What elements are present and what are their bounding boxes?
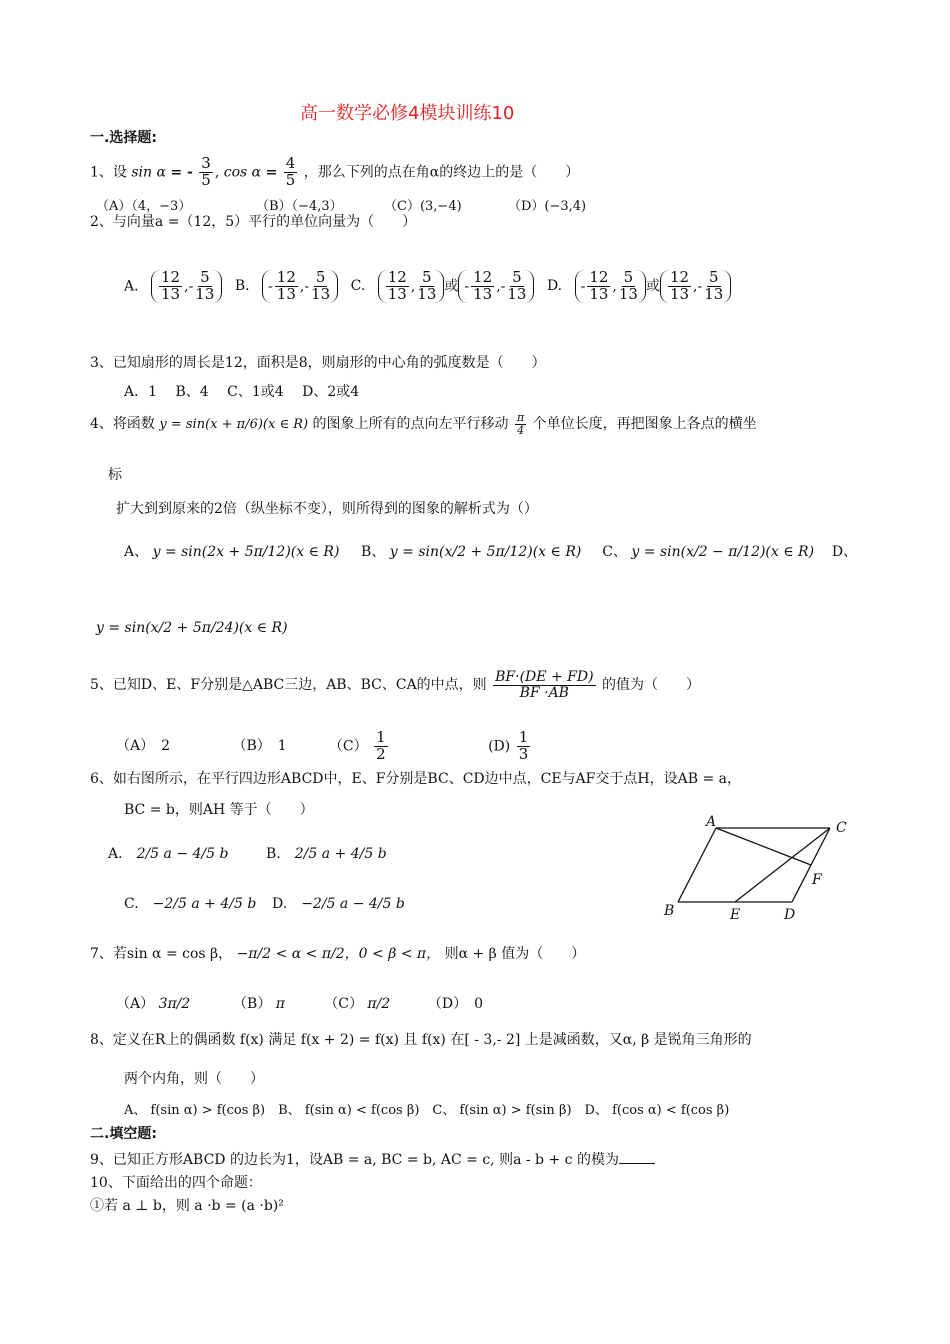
question-2: 2、与向量a =（12，5）平行的单位向量为（ ） bbox=[90, 214, 417, 230]
question-6-option-a: A. 2/5 a − 4/5 b bbox=[108, 846, 229, 862]
question-6: 6、如右图所示，在平行四边形ABCD中，E、F分别是BC、CD边中点，CE与AF交于点H，设AB = a， bbox=[90, 771, 741, 787]
question-6-line-2: BC = b，则AH 等于（ ） bbox=[124, 802, 314, 818]
vertex-d: D bbox=[784, 907, 796, 923]
option-d: （D）(−3,4) bbox=[508, 199, 587, 214]
vertex-e: E bbox=[730, 907, 741, 923]
vertex-c: C bbox=[836, 820, 847, 836]
question-2-options: A. $\frac{12}{13}$ ,- $\frac{5}{13}$ B. - $\frac{12}{13}$ ,- $\frac{5}{13}$ C. $\frac{12}{13}$ , $\frac{5}{13}$ 或 - $\frac{12}{13}$ ,- $\frac{5}{13}$ D. - $\frac{12}{13}$ , $\frac{5}{13}$ 或 $\frac{12}{13}$ ,- $\frac{5}{13}$ bbox=[124, 270, 731, 303]
question-10-item-1: ①若 a ⊥ b，则 a ·b = (a ·b)² bbox=[90, 1198, 284, 1214]
question-1-options bbox=[96, 199, 586, 215]
question-8: 8、定义在R上的偶函数 f(x) 满足 f(x + 2) = f(x) 且 f(x) 在[ - 3,- 2] 上是减函数，又α, β 是锐角三角形的 bbox=[90, 1032, 752, 1048]
question-7-options: （A） 3π/2 （B） π （C） π/2 （D） 0 bbox=[116, 996, 483, 1012]
question-6-option-b: B. 2/5 a + 4/5 b bbox=[266, 846, 387, 862]
fraction: $\frac{4}{5}$ bbox=[285, 154, 296, 189]
question-7: 7、若sin α = cos β， −π/2 < α < π/2，0 < β < π， 则α + β 值为（ ） bbox=[90, 946, 586, 962]
page-title: 高一数学必修4模块训练10 bbox=[300, 103, 515, 124]
question-4: 4、将函数 y = sin(x + π/6)(x ∈ R) 的图象上所有的点向左平行移动 $\frac{\pi}{4}$ 个单位长度，再把图象上各点的横坐 bbox=[90, 411, 757, 437]
question-4-options: A、 y = sin(2x + 5π/12)(x ∈ R) B、 y = sin(x/2 + 5π/12)(x ∈ R) C、 y = sin(x/2 − π/12)(x ∈ R) D、 bbox=[124, 544, 858, 560]
question-6-option-c: C. −2/5 a + 4/5 b bbox=[124, 896, 257, 912]
option-a: （A）（4，−3） bbox=[96, 199, 192, 214]
question-1: 1、设 sin α = - $\frac{3}{5}$ , cos α = $\frac{4}{5}$ ，那么下列的点在角α的终边上的是（ ） bbox=[90, 154, 580, 189]
section-heading-choice: 一.选择题: bbox=[90, 130, 157, 146]
question-3-options: A．1 B、4 C、1或4 D、2或4 bbox=[124, 384, 360, 400]
question-9: 9、已知正方形ABCD 的边长为1，设AB = a, BC = b, AC = c, 则a - b + c 的模为 bbox=[90, 1152, 655, 1169]
vertex-f: F bbox=[812, 872, 822, 888]
parallelogram-figure bbox=[656, 812, 866, 924]
question-10: 10、下面给出的四个命题： bbox=[90, 1175, 262, 1191]
answer-blank[interactable] bbox=[619, 1163, 655, 1164]
option-c: （C）(3,−4) bbox=[384, 199, 462, 214]
question-3: 3、已知扇形的周长是12，面积是8，则扇形的中心角的弧度数是（ ） bbox=[90, 355, 546, 371]
question-5-options: （A） 2 （B） 1 （C） $\frac{1}{2}$ (D) $\frac{1}{3}$ bbox=[116, 728, 529, 763]
question-8-line-2: 两个内角，则（ ） bbox=[124, 1071, 264, 1087]
question-4-continued: 标 bbox=[108, 467, 122, 483]
section-heading-fill: 二.填空题: bbox=[90, 1126, 157, 1142]
vertex-a: A bbox=[706, 814, 717, 830]
question-4-continued-2: 扩大到到原来的2倍（纵坐标不变），则所得到的图象的解析式为（） bbox=[116, 501, 538, 517]
vertex-b: B bbox=[664, 903, 675, 919]
fraction: $\frac{3}{5}$ bbox=[201, 154, 211, 189]
question-8-options: A、 f(sin α) > f(cos β) B、 f(sin α) < f(cos β) C、 f(sin α) > f(sin β) D、 f(cos α) < f(cos β) bbox=[124, 1103, 730, 1118]
question-4-option-d: y = sin(x/2 + 5π/24)(x ∈ R) bbox=[96, 620, 288, 636]
option-b: （B）（−4,3） bbox=[256, 199, 343, 214]
question-5: 5、已知D、E、F分别是△ABC三边，AB、BC、CA的中点，则 $\frac{BF\cdot(DE + FD)}{BF \cdot AB}$ 的值为（ ） bbox=[90, 669, 700, 701]
question-6-option-d: D. −2/5 a − 4/5 b bbox=[272, 896, 405, 912]
